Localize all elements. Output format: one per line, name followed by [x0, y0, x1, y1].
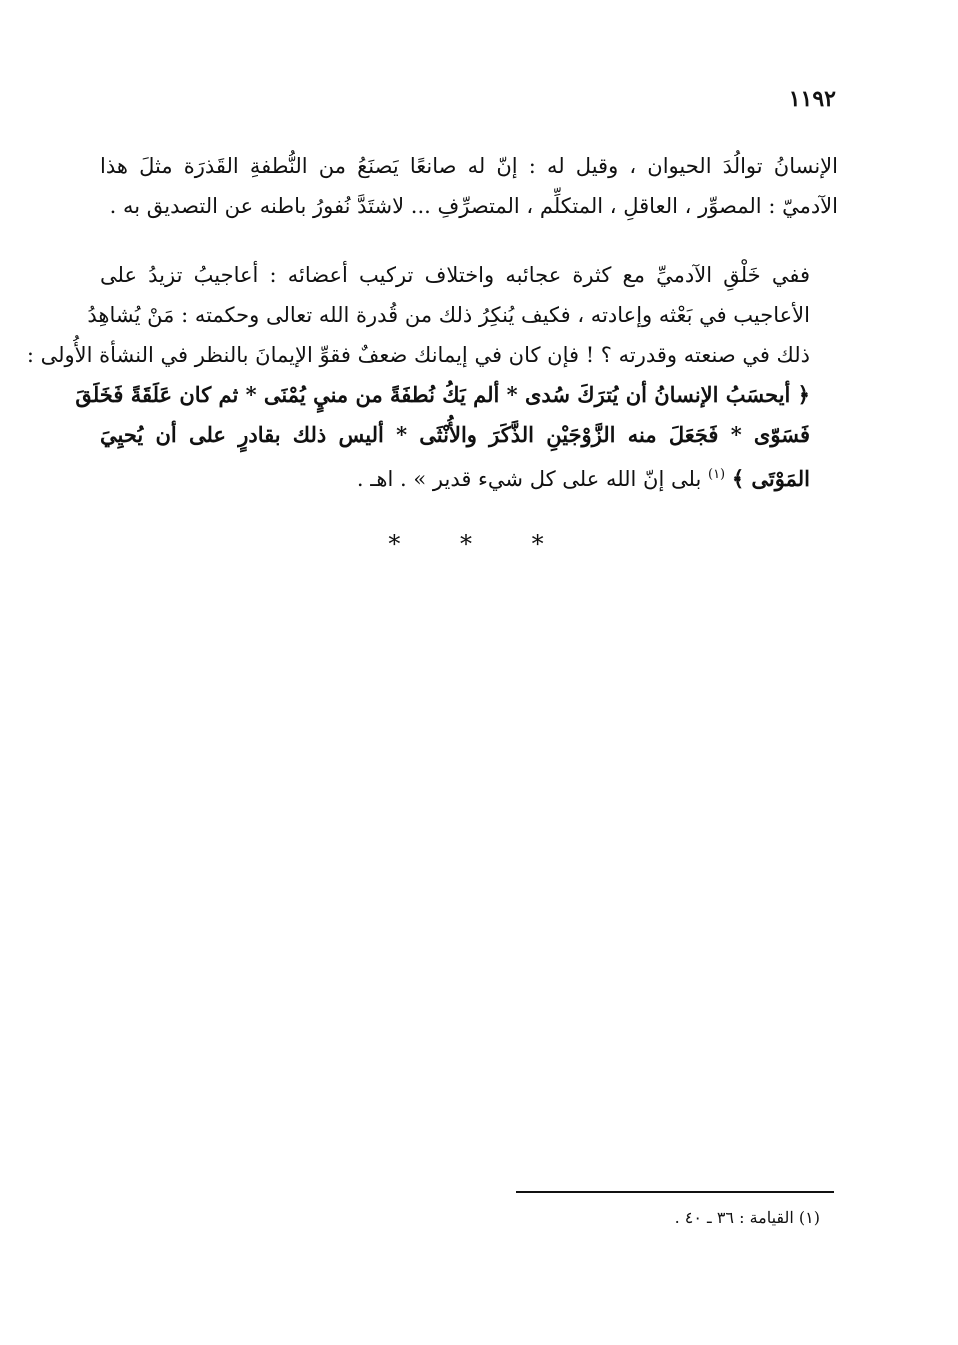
paragraph-2 [26, 255, 838, 499]
text-line: الأعاجيب في بَعْثه وإعادته ، فكيف يُنكِرُ ذلك من قُدرة الله تعالى وحكمته : مَنْ يُشاهِدُ [87, 303, 810, 327]
quran-verse-line: ﴿ أيحسَبُ الإنسانُ أن يُترَكَ سُدى * ألم يَكُ نُطفَةً من منيٍ يُمْنَى * ثم كان عَلَقَةً فَخَلَقَ [75, 382, 810, 407]
text-line: الإنسانُ توالُدَ الحيوان ، وقيل له : إنّ له صانعًا يَصنَعُ من النُّطفةِ القَذرَة مثلَ هذا [100, 154, 838, 178]
closing-text: بلى إنّ الله على كل شيء قدير » . اهـ . [356, 467, 702, 491]
footnote-divider [516, 1191, 834, 1193]
section-separator: * * * [388, 530, 570, 558]
paragraph-1 [100, 146, 838, 226]
footnote-reference[interactable]: (١) [707, 467, 726, 482]
final-text-line [100, 455, 838, 499]
quran-verse-line: فَسَوّى * فَجَعَلَ منه الزَّوْجَيْنِ الذَّكَرَ والأُنْثَى * أليس ذلك بقادرٍ على أن يُحيِيَ [100, 422, 810, 447]
text-line: ذلك في صنعته وقدرته ؟ ! فإن كان في إيمانك ضعفٌ فقوِّ الإيمانَ بالنظر في النشأة الأُولى : [26, 343, 810, 367]
quran-verse-end: المَوْتَى ﴾ [731, 466, 810, 491]
text-line: الآدميّ : المصوِّر ، العاقلِ ، المتكلِّم ، المتصرِّفِ ... لاشتَدَّ نُفورُ باطنه عن التصديق به . [109, 194, 838, 218]
text-line: ففي خَلْقِ الآدميِّ مع كثرة عجائبه واختلاف تركيب أعضائه : أعاجيبُ تزيدُ على [100, 263, 810, 287]
page-number: ١١٩٢ [788, 86, 836, 112]
footnote: (١) القيامة : ٣٦ ـ ٤٠ . [674, 1208, 820, 1227]
